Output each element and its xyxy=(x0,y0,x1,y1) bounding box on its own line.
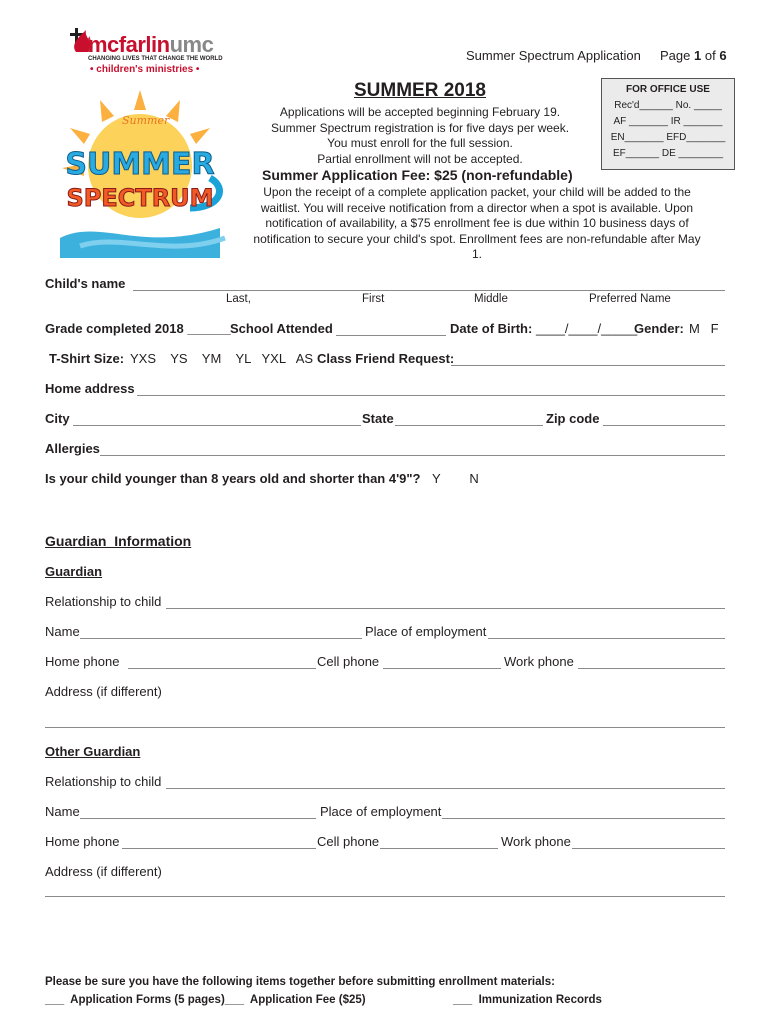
gender-options[interactable]: M F xyxy=(689,321,719,336)
zip-label: Zip code xyxy=(546,411,600,426)
g2-employment-label: Place of employment xyxy=(320,804,442,819)
allergies-field[interactable] xyxy=(100,455,725,456)
guardian-title: Guardian xyxy=(45,564,103,579)
logo-word-summer: SUMMER xyxy=(65,147,215,182)
sub-first: First xyxy=(362,293,385,305)
g2-relationship-label: Relationship to child xyxy=(45,774,162,789)
gender-label: Gender: xyxy=(634,321,684,336)
g2-name-label: Name xyxy=(45,804,80,819)
g1-home-phone-label: Home phone xyxy=(45,654,120,669)
mcfarlin-logo xyxy=(68,26,228,78)
school-field[interactable] xyxy=(336,335,446,336)
tshirt-options[interactable]: YXS YS YM YL YXL AS xyxy=(130,351,314,366)
tshirt-label: T-Shirt Size: xyxy=(49,351,125,366)
g2-cell-phone-field[interactable] xyxy=(380,848,498,849)
page-indicator xyxy=(660,48,727,63)
page-title: SUMMER 2018 xyxy=(354,80,486,101)
org-tagline: CHANGING LIVES THAT CHANGE THE WORLD xyxy=(88,56,223,62)
dob-field[interactable]: ____/____/_____ xyxy=(536,321,638,336)
fee-line: notification to secure your child's spot. Enrollment fees are non-refundable after May xyxy=(253,231,701,246)
office-title: FOR OFFICE USE xyxy=(626,84,710,95)
fee-line: waitlist. You will receive notification from a director when a spot is available. Upon xyxy=(260,200,694,215)
g1-work-phone-label: Work phone xyxy=(504,654,574,669)
office-row: EF______ DE ________ xyxy=(612,148,724,159)
checklist-item[interactable]: ___ Immunization Records xyxy=(453,994,602,1006)
page-current: 1 xyxy=(694,48,702,63)
state-label: State xyxy=(362,411,394,426)
g1-name-label: Name xyxy=(45,624,80,639)
city-label: City xyxy=(45,411,70,426)
g2-home-phone-label: Home phone xyxy=(45,834,120,849)
g1-name-field[interactable] xyxy=(80,638,362,639)
zip-field[interactable] xyxy=(603,425,725,426)
office-row: Rec'd______ No. _____ xyxy=(614,100,722,111)
state-field[interactable] xyxy=(395,425,543,426)
g1-employment-field[interactable] xyxy=(488,638,725,639)
org-name-primary: mcfarlin xyxy=(88,32,170,57)
guardian-section-title: Guardian Information xyxy=(45,533,192,549)
g2-work-phone-field[interactable] xyxy=(572,848,725,849)
g2-employment-field[interactable] xyxy=(442,818,725,819)
intro-text xyxy=(250,105,590,167)
checklist-item[interactable]: ___ Application Forms (5 pages)___ Application Fee ($25) xyxy=(45,994,366,1006)
office-row: AF _______ IR _______ xyxy=(613,116,723,127)
ministry-label: • children's ministries • xyxy=(90,64,200,75)
logo-word-spectrum: SPECTRUM xyxy=(66,184,214,212)
office-use-box xyxy=(601,78,735,170)
g2-cell-phone-label: Cell phone xyxy=(317,834,380,849)
fee-line: 1. xyxy=(471,247,482,261)
g1-address-field[interactable] xyxy=(45,727,725,728)
g1-relationship-label: Relationship to child xyxy=(45,594,162,609)
g2-relationship-field[interactable] xyxy=(166,788,725,789)
g2-address-label: Address (if different) xyxy=(45,864,162,879)
intro-line: Applications will be accepted beginning February 19. xyxy=(279,105,561,119)
fee-heading: Summer Application Fee: $25 (non-refundable) xyxy=(262,167,573,183)
fee-line: notification of availability, a $75 enrollment fee is due within 10 business days of xyxy=(265,216,689,230)
age-options[interactable]: Y N xyxy=(432,471,479,486)
g1-cell-phone-field[interactable] xyxy=(383,668,501,669)
g1-address-label: Address (if different) xyxy=(45,684,162,699)
fee-line: Upon the receipt of a complete application packet, your child will be added to the xyxy=(263,185,691,199)
friend-request-label: Class Friend Request: xyxy=(317,351,455,366)
g2-name-field[interactable] xyxy=(80,818,316,819)
sub-last: Last, xyxy=(226,293,251,305)
page-of: of xyxy=(704,48,716,63)
intro-line: Partial enrollment will not be accepted. xyxy=(317,151,523,166)
g2-work-phone-label: Work phone xyxy=(501,834,571,849)
grade-label[interactable]: Grade completed 2018 ______ xyxy=(45,321,231,336)
g2-home-phone-field[interactable] xyxy=(122,848,316,849)
home-address-field[interactable] xyxy=(137,395,725,396)
allergies-label: Allergies xyxy=(45,441,100,456)
child-name-field[interactable] xyxy=(133,290,725,291)
friend-request-field[interactable] xyxy=(451,365,725,366)
document-title: Summer Spectrum Application xyxy=(466,48,641,63)
footer-instruction: Please be sure you have the following items together before submitting enrollment materials: xyxy=(45,976,555,988)
intro-line: Summer Spectrum registration is for five days per week. xyxy=(270,120,570,135)
g1-home-phone-field[interactable] xyxy=(128,668,316,669)
g1-relationship-field[interactable] xyxy=(166,608,725,609)
school-label: School Attended xyxy=(230,321,333,336)
intro-line: You must enroll for the full session. xyxy=(327,136,513,150)
g1-work-phone-field[interactable] xyxy=(578,668,725,669)
g1-employment-label: Place of employment xyxy=(365,624,487,639)
sub-middle: Middle xyxy=(474,293,508,305)
child-name-label: Child's name xyxy=(45,276,126,291)
logo-script-text: Summer xyxy=(122,114,170,127)
other-guardian-title: Other Guardian xyxy=(45,744,141,759)
home-address-label: Home address xyxy=(45,381,135,396)
g2-address-field[interactable] xyxy=(45,896,725,897)
dob-label: Date of Birth: xyxy=(450,321,533,336)
age-question: Is your child younger than 8 years old and shorter than 4'9"? xyxy=(45,471,421,486)
city-field[interactable] xyxy=(73,425,361,426)
org-name-secondary: umc xyxy=(169,32,214,57)
page-prefix: Page xyxy=(660,48,691,63)
sub-preferred: Preferred Name xyxy=(589,293,671,305)
page-total: 6 xyxy=(719,48,727,63)
fee-text xyxy=(248,185,706,263)
g1-cell-phone-label: Cell phone xyxy=(317,654,380,669)
summer-spectrum-logo xyxy=(50,88,230,258)
office-row: EN_______ EFD_______ xyxy=(610,132,726,143)
